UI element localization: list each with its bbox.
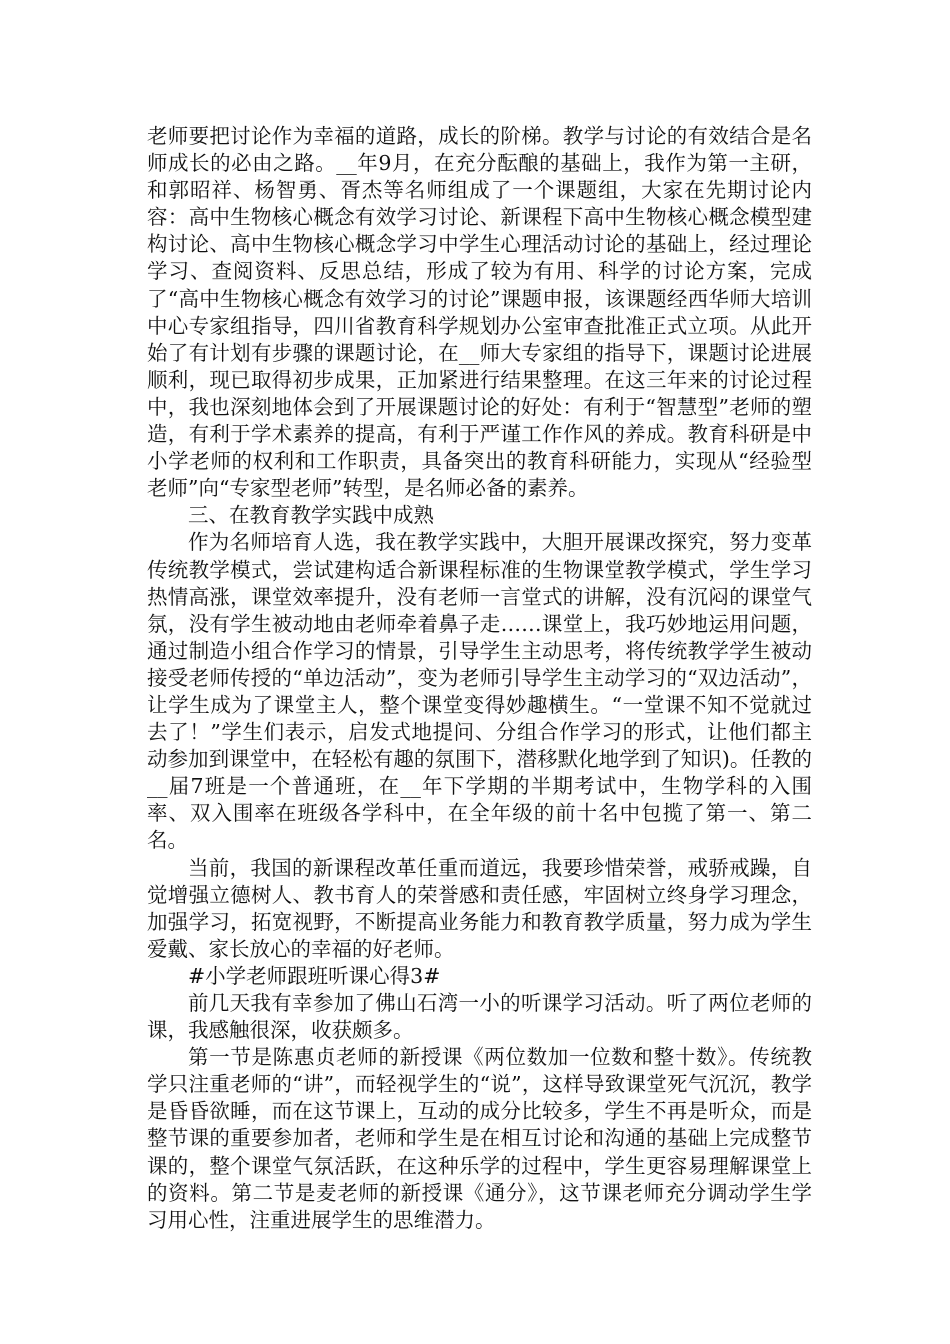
section-heading-practice: 三、在教育教学实践中成熟	[188, 503, 434, 528]
section-title-listening-notes: #小学老师跟班听课心得3#	[188, 963, 441, 988]
document-body	[147, 123, 812, 1234]
paragraph-teaching-practice: 作为名师培育人选，我在教学实践中，大胆开展课改探究，努力变革传统教学模式，尝试建构适合新课程标准的生物课堂教学模式，学生学习热情高涨，课堂效率提升，没有老师一言堂式的讲解，没有沉闷的课堂气氛，没有学生被动地由老师牵着鼻子走……课堂上，我巧妙地运用问题，通过制造小组合作学习的情景，引导学生主动思考，将传统教学学生被动接受老师传授的“单边活动”，变为老师引导学生主动学习的“双边活动”，让学生成为了课堂主人，整个课堂变得妙趣横生。“一堂课不知不觉就过去了！”学生们表示，启发式地提问、分组合作学习的形式，让他们都主动参加到课堂中，在轻松有趣的氛围下，潜移默化地学到了知识)。任教的__届7班是一个普通班，在__年下学期的半期考试中，生物学科的入围率、双入围率在班级各学科中，在全年级的前十名中包揽了第一、第二名。	[147, 530, 812, 853]
paragraph-observation-intro: 前几天我有幸参加了佛山石湾一小的听课学习活动。听了两位老师的课，我感触很深，收获颇多。	[147, 991, 812, 1043]
paragraph-reform-goal: 当前，我国的新课程改革任重而道远，我要珍惜荣誉，戒骄戒躁，自觉增强立德树人、教书育人的荣誉感和责任感，牢固树立终身学习理念，加强学习，拓宽视野，不断提高业务能力和教育教学质量，努力成为学生爱戴、家长放心的幸福的好老师。	[147, 855, 812, 961]
paragraph-research: 老师要把讨论作为幸福的道路，成长的阶梯。教学与讨论的有效结合是名师成长的必由之路。__年9月，在充分酝酿的基础上，我作为第一主研，和郭昭祥、杨智勇、胥杰等名师组成了一个课题组，大家在先期讨论内容：高中生物核心概念有效学习讨论、新课程下高中生物核心概念模型建构讨论、高中生物核心概念学习中学生心理活动讨论的基础上，经过理论学习、查阅资料、反思总结，形成了较为有用、科学的讨论方案，完成了“高中生物核心概念有效学习的讨论”课题申报，该课题经西华师大培训中心专家组指导，四川省教育科学规划办公室审查批准正式立项。从此开始了有计划有步骤的课题讨论，在__师大专家组的指导下，课题讨论进展顺利，现已取得初步成果，正加紧进行结果整理。在这三年来的讨论过程中，我也深刻地体会到了开展课题讨论的好处：有利于“智慧型”老师的塑造，有利于学术素养的提高，有利于严谨工作作风的养成。教育科研是中小学老师的权利和工作职责，具备突出的教育科研能力，实现从“经验型老师”向“专家型老师”转型，是名师必备的素养。	[147, 124, 812, 501]
paragraph-first-lesson: 第一节是陈惠贞老师的新授课《两位数加一位数和整十数》。传统教学只注重老师的“讲”，而轻视学生的“说”，这样导致课堂死气沉沉，教学是昏昏欲睡，而在这节课上，互动的成分比较多，学生不再是听众，而是整节课的重要参加者，老师和学生是在相互讨论和沟通的基础上完成整节课的，整个课堂气氛活跃，在这种乐学的过程中，学生更容易理解课堂上的资料。第二节是麦老师的新授课《通分》，这节课老师充分调动学生学习用心性，注重进展学生的思维潜力。	[147, 1045, 812, 1232]
